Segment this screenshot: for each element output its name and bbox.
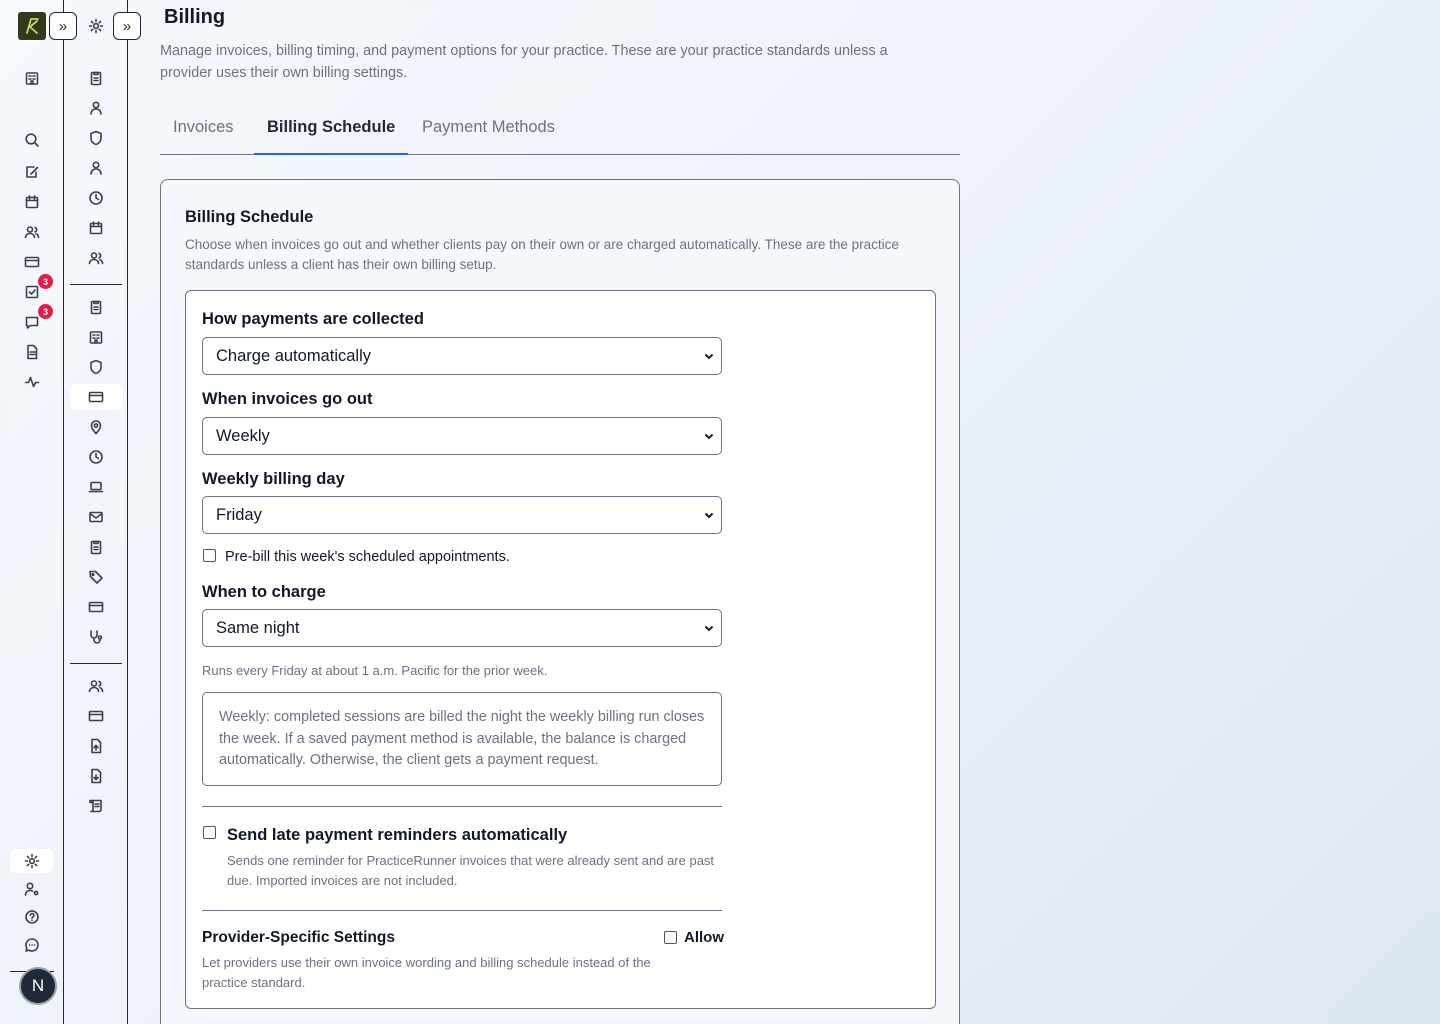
- credit-card-icon[interactable]: [22, 252, 42, 272]
- collection-label: How payments are collected: [202, 310, 424, 328]
- person-icon[interactable]: [86, 98, 106, 118]
- collection-select-value: Charge automatically: [216, 346, 371, 365]
- billing-day-label: Weekly billing day: [202, 470, 345, 488]
- mail-icon[interactable]: [86, 507, 106, 527]
- provider-allow-label: Allow: [684, 929, 724, 946]
- tasks-icon[interactable]: [22, 276, 48, 302]
- primary-rail: [0, 0, 68, 1024]
- schedule-summary-note: Weekly: completed sessions are billed the night the weekly billing run closes the week. If a saved payment method is available, the balance is charged automatically. Otherwise, the client gets a payment request.: [202, 692, 722, 786]
- billing-day-select[interactable]: [202, 496, 722, 534]
- charge-time-select-value: Same night: [216, 618, 300, 637]
- section-divider: [202, 806, 722, 807]
- stethoscope-icon[interactable]: [86, 627, 106, 647]
- prebill-label: Pre-bill this week's scheduled appointments.: [225, 549, 510, 565]
- sidebar-divider: [70, 663, 122, 664]
- provider-settings-label: Provider-Specific Settings: [202, 929, 395, 946]
- shield-icon[interactable]: [86, 128, 106, 148]
- scroll-icon[interactable]: [86, 796, 106, 816]
- page-title: Billing: [164, 6, 226, 28]
- billing-day-select-value: Friday: [216, 505, 262, 524]
- billing-tabs: [160, 112, 960, 155]
- tab-payment-methods[interactable]: Payment Methods: [422, 118, 555, 136]
- gear-icon[interactable]: [86, 16, 106, 36]
- document-icon[interactable]: [22, 342, 42, 362]
- reminders-label: Send late payment reminders automatically: [227, 826, 568, 844]
- reminders-checkbox[interactable]: [203, 826, 216, 839]
- frequency-select[interactable]: [202, 417, 722, 455]
- tags-icon[interactable]: [86, 567, 106, 587]
- credit-card-icon[interactable]: [86, 387, 106, 407]
- clock-icon[interactable]: [86, 447, 106, 467]
- chat-support-icon[interactable]: [22, 935, 42, 955]
- calendar-icon[interactable]: [86, 218, 106, 238]
- building-icon[interactable]: [22, 68, 42, 88]
- location-pin-icon[interactable]: [86, 417, 106, 437]
- shield-icon[interactable]: [86, 357, 106, 377]
- section-divider: [202, 910, 722, 911]
- help-icon[interactable]: [22, 907, 42, 927]
- user-settings-icon[interactable]: [22, 879, 42, 899]
- clock-icon[interactable]: [86, 188, 106, 208]
- credit-card-icon[interactable]: [86, 706, 106, 726]
- clients-icon[interactable]: [22, 222, 42, 242]
- tab-billing-schedule[interactable]: Billing Schedule: [254, 118, 408, 155]
- laptop-icon[interactable]: [86, 477, 106, 497]
- tasks-badge: 3: [38, 274, 53, 289]
- provider-settings-description: Let providers use their own invoice wording and billing schedule instead of the practice standard.: [202, 955, 651, 990]
- page-description: Manage invoices, billing timing, and payment options for your practice. These are your practice standards unless a provider uses their own billing settings.: [160, 43, 888, 81]
- settings-gear-icon[interactable]: [22, 851, 42, 871]
- team-icon[interactable]: [86, 248, 106, 268]
- notes-edit-icon[interactable]: [22, 162, 42, 182]
- app-logo[interactable]: [18, 12, 46, 40]
- collection-select[interactable]: [202, 337, 722, 375]
- chevron-down-icon: [703, 430, 715, 442]
- card-description: Choose when invoices go out and whether clients pay on their own or are charged automatically. These are the practice standards unless a client has their own billing setup.: [185, 237, 899, 272]
- schedule-form: [185, 290, 936, 1009]
- clipboard-list-icon[interactable]: [86, 537, 106, 557]
- chevron-down-icon: [703, 350, 715, 362]
- billing-schedule-card: [160, 179, 960, 1024]
- messages-badge: 3: [38, 304, 53, 319]
- tab-invoices[interactable]: Invoices: [173, 118, 234, 136]
- expand-settings-button[interactable]: »: [113, 12, 141, 40]
- prebill-checkbox[interactable]: [203, 549, 216, 562]
- expand-rail-button[interactable]: »: [49, 12, 77, 40]
- provider-allow-checkbox[interactable]: [664, 931, 677, 944]
- sidebar-divider: [70, 284, 122, 285]
- building-icon[interactable]: [86, 327, 106, 347]
- calendar-icon[interactable]: [22, 192, 42, 212]
- run-time-hint: Runs every Friday at about 1 a.m. Pacific for the prior week.: [202, 663, 548, 678]
- team-icon[interactable]: [86, 676, 106, 696]
- credit-card-icon[interactable]: [86, 597, 106, 617]
- clipboard-icon[interactable]: [86, 68, 106, 88]
- file-upload-icon[interactable]: [86, 736, 106, 756]
- settings-sidebar: [64, 0, 132, 1024]
- chevron-down-icon: [703, 509, 715, 521]
- clipboard-icon[interactable]: [86, 297, 106, 317]
- charge-time-select[interactable]: [202, 609, 722, 647]
- file-download-icon[interactable]: [86, 766, 106, 786]
- charge-time-label: When to charge: [202, 583, 326, 601]
- user-avatar[interactable]: N: [19, 967, 57, 1005]
- frequency-select-value: Weekly: [216, 426, 270, 445]
- messages-icon[interactable]: [22, 306, 48, 332]
- reminders-description: Sends one reminder for PracticeRunner invoices that were already sent and are past due. Imported invoices are not included.: [227, 853, 715, 888]
- card-title: Billing Schedule: [185, 208, 314, 226]
- frequency-label: When invoices go out: [202, 390, 373, 408]
- activity-icon[interactable]: [22, 372, 42, 392]
- person-icon[interactable]: [86, 158, 106, 178]
- search-icon[interactable]: [22, 130, 42, 150]
- chevron-down-icon: [703, 622, 715, 634]
